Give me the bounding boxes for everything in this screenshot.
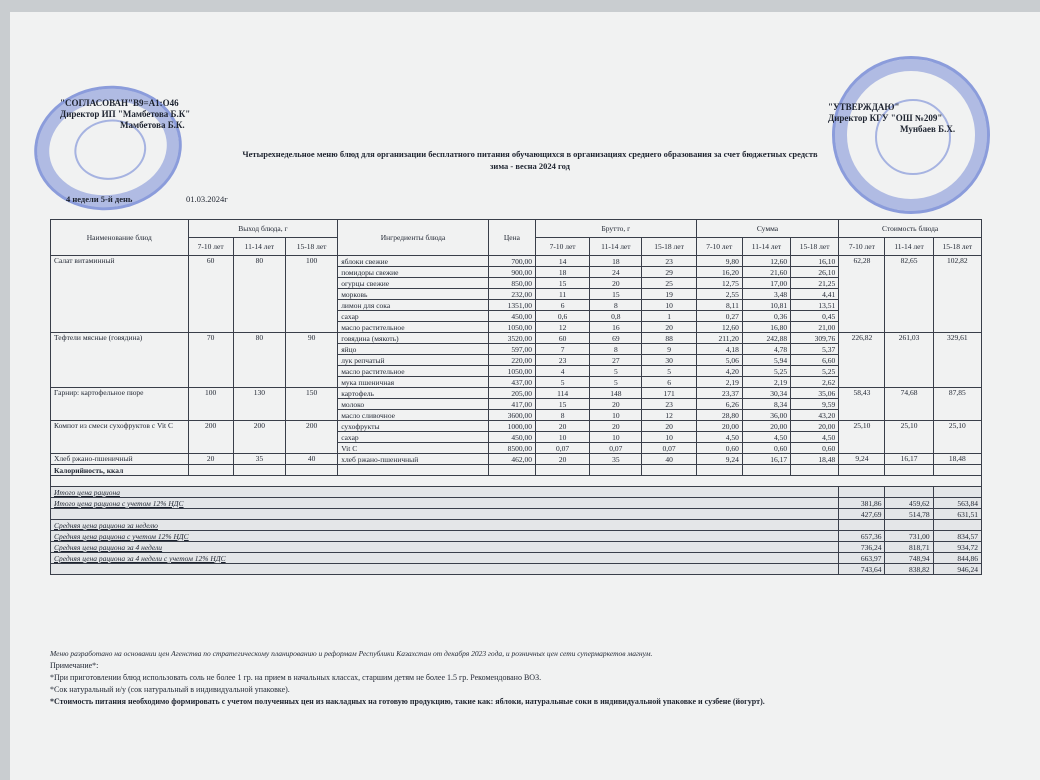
sum-cell: 4,50 — [742, 432, 790, 443]
summary-value — [839, 520, 885, 531]
summary-value: 514,78 — [885, 509, 933, 520]
sum-cell: 9,80 — [696, 256, 742, 267]
summary-value: 736,24 — [839, 542, 885, 553]
sum-cell: 21,60 — [742, 267, 790, 278]
col-sum: Сумма — [696, 220, 839, 238]
gross-cell: 29 — [642, 267, 696, 278]
gross-cell: 69 — [590, 333, 642, 344]
gross-cell: 15 — [536, 278, 590, 289]
ingredient-cell: Vit C — [338, 443, 489, 454]
notes — [50, 648, 1010, 708]
ingredient-cell: говядина (мякоть) — [338, 333, 489, 344]
sum-cell: 0,27 — [696, 311, 742, 322]
yield-cell: 40 — [285, 454, 337, 465]
empty-cell — [590, 465, 642, 476]
gross-cell: 148 — [590, 388, 642, 399]
yield-cell: 200 — [188, 421, 233, 454]
gross-cell: 19 — [642, 289, 696, 300]
gross-cell: 18 — [536, 267, 590, 278]
approval-left-line1: "СОГЛАСОВАН"B9=A1:O46 — [60, 98, 179, 108]
summary-value — [933, 487, 981, 498]
ingredient-cell: сухофрукты — [338, 421, 489, 432]
sum-cell: 20,00 — [791, 421, 839, 432]
ingredient-cell: мука пшеничная — [338, 377, 489, 388]
yield-cell: 70 — [188, 333, 233, 388]
document-page — [10, 12, 1040, 780]
dish-cost-cell: 226,82 — [839, 333, 885, 388]
col-age-7-10: 7-10 лет — [839, 238, 885, 256]
dish-cost-cell: 18,48 — [933, 454, 981, 465]
gross-cell: 20 — [590, 278, 642, 289]
gross-cell: 20 — [536, 454, 590, 465]
summary-value: 657,36 — [839, 531, 885, 542]
empty-cell — [696, 465, 742, 476]
yield-cell: 80 — [233, 333, 285, 388]
ingredient-cell: масло растительное — [338, 366, 489, 377]
summary-value: 381,86 — [839, 498, 885, 509]
yield-cell: 35 — [233, 454, 285, 465]
ingredient-cell: масло сливочное — [338, 410, 489, 421]
summary-value: 818,71 — [885, 542, 933, 553]
menu-date: 01.03.2024г — [186, 194, 228, 204]
gross-cell: 9 — [642, 344, 696, 355]
ingredient-cell: яблоки свежие — [338, 256, 489, 267]
gross-cell: 5 — [590, 377, 642, 388]
gross-cell: 1 — [642, 311, 696, 322]
sum-cell: 0,60 — [696, 443, 742, 454]
dish-cost-cell: 82,65 — [885, 256, 933, 333]
dish-cost-cell: 62,28 — [839, 256, 885, 333]
sum-cell: 16,17 — [742, 454, 790, 465]
dish-cost-cell: 74,68 — [885, 388, 933, 421]
summary-value: 834,57 — [933, 531, 981, 542]
gross-cell: 10 — [642, 300, 696, 311]
gross-cell: 6 — [536, 300, 590, 311]
sum-cell: 16,80 — [742, 322, 790, 333]
empty-cell — [233, 465, 285, 476]
note-salt: *При приготовлении блюд использовать соль не более 1 гр. на прием в начальных классах, старшим детям не более 1.5 гр. Рекомендовано ВОЗ. — [50, 673, 542, 682]
empty-cell — [488, 465, 535, 476]
sum-cell: 28,80 — [696, 410, 742, 421]
gross-cell: 0,8 — [590, 311, 642, 322]
table-row — [51, 421, 982, 432]
sum-cell: 9,24 — [696, 454, 742, 465]
gross-cell: 60 — [536, 333, 590, 344]
yield-cell: 100 — [285, 256, 337, 333]
sum-cell: 0,60 — [742, 443, 790, 454]
summary-body — [51, 487, 982, 575]
gross-cell: 30 — [642, 355, 696, 366]
sum-cell: 4,20 — [696, 366, 742, 377]
summary-label — [51, 564, 839, 575]
title-line2: зима - весна 2024 год — [490, 161, 570, 171]
gross-cell: 171 — [642, 388, 696, 399]
price-cell: 450,00 — [488, 432, 535, 443]
col-age-15-18: 15-18 лет — [642, 238, 696, 256]
sum-cell: 23,37 — [696, 388, 742, 399]
sum-cell: 12,60 — [742, 256, 790, 267]
col-age-11-14: 11-14 лет — [742, 238, 790, 256]
summary-label: Средняя цена рациона за неделю — [51, 520, 839, 531]
gross-cell: 8 — [590, 344, 642, 355]
col-age-7-10: 7-10 лет — [536, 238, 590, 256]
sum-cell: 8,11 — [696, 300, 742, 311]
price-cell: 1050,00 — [488, 366, 535, 377]
sum-cell: 17,00 — [742, 278, 790, 289]
seal-stamp-right — [832, 56, 990, 214]
sum-cell: 4,18 — [696, 344, 742, 355]
gross-cell: 20 — [642, 421, 696, 432]
sum-cell: 20,00 — [696, 421, 742, 432]
approval-left-line3: Мамбетова Б.К. — [120, 120, 185, 130]
gross-cell: 40 — [642, 454, 696, 465]
summary-value: 743,64 — [839, 564, 885, 575]
sum-cell: 5,37 — [791, 344, 839, 355]
gross-cell: 0,6 — [536, 311, 590, 322]
gross-cell: 14 — [536, 256, 590, 267]
summary-row — [51, 542, 982, 553]
empty-cell — [933, 465, 981, 476]
gross-cell: 12 — [642, 410, 696, 421]
ingredient-cell: лимон для сока — [338, 300, 489, 311]
sum-cell: 2,62 — [791, 377, 839, 388]
gross-cell: 7 — [536, 344, 590, 355]
summary-row — [51, 553, 982, 564]
summary-value — [885, 520, 933, 531]
gross-cell: 15 — [536, 399, 590, 410]
summary-row — [51, 487, 982, 498]
summary-value: 748,94 — [885, 553, 933, 564]
sum-cell: 43,20 — [791, 410, 839, 421]
gross-cell: 114 — [536, 388, 590, 399]
title-line1: Четырехнедельное меню блюд для организации бесплатного питания обучающихся в организациях среднего образования за счет бюджетных средств — [242, 149, 818, 159]
summary-label: Средняя цена рациона за 4 недели — [51, 542, 839, 553]
gross-cell: 23 — [536, 355, 590, 366]
sum-cell: 16,10 — [791, 256, 839, 267]
menu-body — [51, 256, 982, 487]
empty-cell — [742, 465, 790, 476]
sum-cell: 5,25 — [791, 366, 839, 377]
sum-cell: 0,45 — [791, 311, 839, 322]
sum-cell: 6,26 — [696, 399, 742, 410]
summary-value: 631,51 — [933, 509, 981, 520]
gross-cell: 23 — [642, 256, 696, 267]
col-price: Цена — [488, 220, 535, 256]
gross-cell: 20 — [590, 421, 642, 432]
sum-cell: 18,48 — [791, 454, 839, 465]
sum-cell: 10,81 — [742, 300, 790, 311]
table-row — [51, 256, 982, 267]
summary-label: Средняя цена рациона за 4 недели с учетом 12% НДС — [51, 553, 839, 564]
gross-cell: 16 — [590, 322, 642, 333]
approval-right — [828, 102, 955, 135]
sum-cell: 26,10 — [791, 267, 839, 278]
week-label: 4 недели 5-й день — [66, 194, 133, 204]
sum-cell: 4,78 — [742, 344, 790, 355]
ingredient-cell: огурцы свежие — [338, 278, 489, 289]
empty-cell — [338, 465, 489, 476]
summary-label — [51, 509, 839, 520]
document-title — [210, 148, 850, 172]
gross-cell: 12 — [536, 322, 590, 333]
sum-cell: 21,25 — [791, 278, 839, 289]
col-cost: Стоимость блюда — [839, 220, 982, 238]
gross-cell: 11 — [536, 289, 590, 300]
gross-cell: 20 — [642, 322, 696, 333]
menu-table — [50, 219, 982, 575]
yield-cell: 60 — [188, 256, 233, 333]
col-gross: Брутто, г — [536, 220, 697, 238]
sum-cell: 2,55 — [696, 289, 742, 300]
col-ingredients: Ингредиенты блюда — [338, 220, 489, 256]
sum-cell: 9,59 — [791, 399, 839, 410]
summary-value — [933, 520, 981, 531]
sum-cell: 21,00 — [791, 322, 839, 333]
ingredient-cell: сахар — [338, 432, 489, 443]
table-row — [51, 454, 982, 465]
price-cell: 205,00 — [488, 388, 535, 399]
ingredient-cell: морковь — [338, 289, 489, 300]
gross-cell: 5 — [536, 377, 590, 388]
gross-cell: 15 — [590, 289, 642, 300]
price-cell: 597,00 — [488, 344, 535, 355]
summary-row — [51, 498, 982, 509]
col-yield: Выход блюда, г — [188, 220, 338, 238]
summary-value: 934,72 — [933, 542, 981, 553]
dish-name-cell: Хлеб ржано-пшеничный — [51, 454, 189, 465]
sum-cell: 12,60 — [696, 322, 742, 333]
yield-cell: 200 — [285, 421, 337, 454]
sum-cell: 5,94 — [742, 355, 790, 366]
dish-cost-cell: 102,82 — [933, 256, 981, 333]
sum-cell: 309,76 — [791, 333, 839, 344]
gross-cell: 24 — [590, 267, 642, 278]
ingredient-cell: помидоры свежие — [338, 267, 489, 278]
price-cell: 700,00 — [488, 256, 535, 267]
gross-cell: 0,07 — [642, 443, 696, 454]
dish-cost-cell: 87,85 — [933, 388, 981, 421]
gross-cell: 10 — [590, 432, 642, 443]
spacer-row — [51, 476, 982, 487]
summary-label: Итого цена рациона с учетом 12% НДС — [51, 498, 839, 509]
price-cell: 900,00 — [488, 267, 535, 278]
approval-right-line1: "УТВЕРЖДАЮ" — [828, 102, 900, 112]
sum-cell: 0,60 — [791, 443, 839, 454]
summary-value — [885, 487, 933, 498]
price-cell: 850,00 — [488, 278, 535, 289]
yield-cell: 100 — [188, 388, 233, 421]
summary-value: 838,82 — [885, 564, 933, 575]
sum-cell: 8,34 — [742, 399, 790, 410]
col-age-15-18: 15-18 лет — [791, 238, 839, 256]
summary-row — [51, 520, 982, 531]
sum-cell: 6,60 — [791, 355, 839, 366]
sum-cell: 36,00 — [742, 410, 790, 421]
gross-cell: 5 — [590, 366, 642, 377]
gross-cell: 8 — [590, 300, 642, 311]
gross-cell: 4 — [536, 366, 590, 377]
summary-value — [839, 487, 885, 498]
yield-cell: 200 — [233, 421, 285, 454]
yield-cell: 130 — [233, 388, 285, 421]
empty-cell — [642, 465, 696, 476]
note-cost: *Стоимость питания необходимо формировать с учетом полученных цен из накладных на готовую продукцию, такие как: яблоки, натуральные соки в индивидуальной упаковке и сузбене (йогурт). — [50, 697, 765, 706]
col-age-15-18: 15-18 лет — [285, 238, 337, 256]
empty-cell — [885, 465, 933, 476]
sum-cell: 30,34 — [742, 388, 790, 399]
dish-name-cell: Тефтели мясные (говядина) — [51, 333, 189, 388]
col-age-11-14: 11-14 лет — [590, 238, 642, 256]
gross-cell: 18 — [590, 256, 642, 267]
gross-cell: 10 — [536, 432, 590, 443]
summary-row — [51, 531, 982, 542]
price-cell: 417,00 — [488, 399, 535, 410]
approval-left-line2: Директор ИП "Мамбетова Б.К" — [60, 109, 191, 119]
sum-cell: 12,75 — [696, 278, 742, 289]
summary-value: 731,00 — [885, 531, 933, 542]
col-age-11-14: 11-14 лет — [233, 238, 285, 256]
approval-right-line3: Мунбаев Б.Х. — [900, 124, 956, 134]
yield-cell: 20 — [188, 454, 233, 465]
gross-cell: 8 — [536, 410, 590, 421]
col-age-7-10: 7-10 лет — [188, 238, 233, 256]
gross-cell: 0,07 — [536, 443, 590, 454]
dish-cost-cell: 16,17 — [885, 454, 933, 465]
price-cell: 3520,00 — [488, 333, 535, 344]
summary-value: 946,24 — [933, 564, 981, 575]
sum-cell: 16,20 — [696, 267, 742, 278]
table-row — [51, 388, 982, 399]
gross-cell: 25 — [642, 278, 696, 289]
summary-row — [51, 509, 982, 520]
price-cell: 8500,00 — [488, 443, 535, 454]
dish-name-cell: Салат витаминный — [51, 256, 189, 333]
sum-cell: 4,50 — [696, 432, 742, 443]
sum-cell: 35,06 — [791, 388, 839, 399]
gross-cell: 5 — [642, 366, 696, 377]
col-age-7-10: 7-10 лет — [696, 238, 742, 256]
ingredient-cell: лук репчатый — [338, 355, 489, 366]
sum-cell: 0,36 — [742, 311, 790, 322]
gross-cell: 23 — [642, 399, 696, 410]
price-cell: 1000,00 — [488, 421, 535, 432]
gross-cell: 6 — [642, 377, 696, 388]
dish-cost-cell: 329,61 — [933, 333, 981, 388]
price-cell: 450,00 — [488, 311, 535, 322]
gross-cell: 0,07 — [590, 443, 642, 454]
price-cell: 220,00 — [488, 355, 535, 366]
yield-cell: 90 — [285, 333, 337, 388]
dish-name-cell: Компот из смеси сухофруктов с Vit C — [51, 421, 189, 454]
notes-header: Примечание*: — [50, 661, 99, 670]
gross-cell: 10 — [590, 410, 642, 421]
ingredient-cell: яйцо — [338, 344, 489, 355]
dish-name-cell: Гарнир: картофельное пюре — [51, 388, 189, 421]
ingredient-cell: масло растительное — [338, 322, 489, 333]
empty-cell — [791, 465, 839, 476]
summary-value: 427,69 — [839, 509, 885, 520]
ingredient-cell: сахар — [338, 311, 489, 322]
dish-cost-cell: 261,03 — [885, 333, 933, 388]
approval-left — [60, 98, 190, 131]
sum-cell: 2,19 — [742, 377, 790, 388]
gross-cell: 88 — [642, 333, 696, 344]
summary-label: Итого цена рациона — [51, 487, 839, 498]
gross-cell: 35 — [590, 454, 642, 465]
calories-row — [51, 465, 982, 476]
empty-cell — [188, 465, 233, 476]
notes-source: Меню разработано на основании цен Агенства по стратегическому планированию и реформам Республики Казахстан от декабря 2023 года, и розничных цен сети супермаркетов магнум. — [50, 649, 653, 658]
gross-cell: 20 — [536, 421, 590, 432]
empty-cell — [51, 476, 982, 487]
yield-cell: 80 — [233, 256, 285, 333]
sum-cell: 4,41 — [791, 289, 839, 300]
col-dish: Наименование блюд — [51, 220, 189, 256]
dish-cost-cell: 25,10 — [885, 421, 933, 454]
table-row — [51, 333, 982, 344]
summary-label: Средняя цена рациона с учетом 12% НДС — [51, 531, 839, 542]
col-age-15-18: 15-18 лет — [933, 238, 981, 256]
price-cell: 1351,00 — [488, 300, 535, 311]
sum-cell: 20,00 — [742, 421, 790, 432]
note-juice: *Сок натуральный и/у (сок натуральный в индивидуальной упаковке). — [50, 685, 290, 694]
ingredient-cell: молоко — [338, 399, 489, 410]
gross-cell: 27 — [590, 355, 642, 366]
sum-cell: 3,48 — [742, 289, 790, 300]
summary-value: 563,84 — [933, 498, 981, 509]
dish-cost-cell: 25,10 — [933, 421, 981, 454]
approval-right-line2: Директор КГУ "ОШ №209" — [828, 113, 943, 123]
empty-cell — [285, 465, 337, 476]
yield-cell: 150 — [285, 388, 337, 421]
summary-value: 663,97 — [839, 553, 885, 564]
gross-cell: 10 — [642, 432, 696, 443]
sum-cell: 242,88 — [742, 333, 790, 344]
ingredient-cell: хлеб ржано-пшеничный — [338, 454, 489, 465]
empty-cell — [839, 465, 885, 476]
price-cell: 3600,00 — [488, 410, 535, 421]
sum-cell: 5,25 — [742, 366, 790, 377]
price-cell: 232,00 — [488, 289, 535, 300]
price-cell: 1050,00 — [488, 322, 535, 333]
dish-cost-cell: 58,43 — [839, 388, 885, 421]
summary-row — [51, 564, 982, 575]
sum-cell: 2,19 — [696, 377, 742, 388]
dish-cost-cell: 9,24 — [839, 454, 885, 465]
sum-cell: 13,51 — [791, 300, 839, 311]
calories-label: Калорийность, ккал — [51, 465, 189, 476]
sum-cell: 5,06 — [696, 355, 742, 366]
price-cell: 437,00 — [488, 377, 535, 388]
empty-cell — [536, 465, 590, 476]
gross-cell: 20 — [590, 399, 642, 410]
price-cell: 462,00 — [488, 454, 535, 465]
sum-cell: 4,50 — [791, 432, 839, 443]
col-age-11-14: 11-14 лет — [885, 238, 933, 256]
dish-cost-cell: 25,10 — [839, 421, 885, 454]
summary-value: 844,86 — [933, 553, 981, 564]
sum-cell: 211,20 — [696, 333, 742, 344]
ingredient-cell: картофель — [338, 388, 489, 399]
summary-value: 459,62 — [885, 498, 933, 509]
